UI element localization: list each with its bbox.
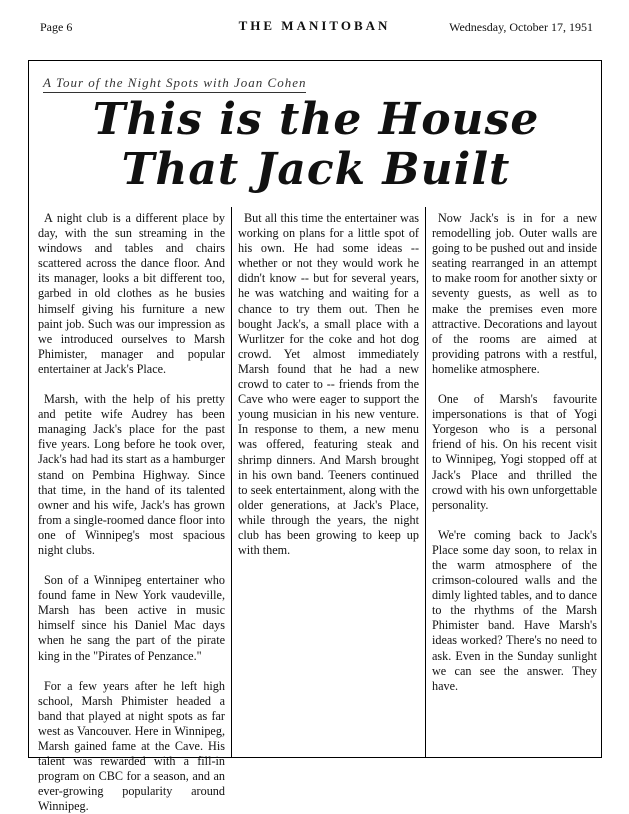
paragraph: Now Jack's is in for a new remodelling job. Outer walls are going to be pushed out and inside seating rearranged in an attempt to make room for another sixty or seventy guests, as well as to make the premises even more attractive. Decorations and layout of the rooms are aimed at providing patrons with a restful, homelike atmosphere.	[432, 211, 597, 376]
newspaper-title: THE MANITOBAN	[238, 18, 391, 33]
column-3	[425, 207, 603, 757]
article-headline	[29, 95, 603, 195]
article-body	[29, 207, 603, 814]
article-frame	[28, 60, 602, 814]
headline-line-2: That Jack Built	[121, 144, 511, 195]
paragraph: Son of a Winnipeg entertainer who found fame in New York vaudeville, Marsh has been active in music himself since his Daniel Mac days when he sang the part of the pirate king in the "Pirates of Penzance."	[38, 573, 225, 663]
column-1	[29, 207, 231, 814]
paragraph: One of Marsh's favourite impersonations is that of Yogi Yorgeson who is a personal friend of his. On his recent visit to Winnipeg, Yogi stopped off at Jack's Place and thrilled the crowd with his own unforgettable personality.	[432, 392, 597, 512]
page-number: Page 6	[40, 20, 73, 34]
headline-line-1: This is the House	[92, 94, 540, 145]
paragraph: We're coming back to Jack's Place some day soon, to relax in the warm atmosphere of the crimson-coloured walls and the dimly lighted tables, and to dance to the rhythms of the Marsh Phimister band. Have Marsh's ideas worked? There's no need to ask. Even in the Sunday sunlight we can see the answer. They have.	[432, 527, 597, 693]
issue-date: Wednesday, October 17, 1951	[449, 20, 593, 34]
paragraph: For a few years after he left high school, Marsh Phimister headed a band that played at night spots as far west as Vancouver. Here in Winnipeg, Marsh gained fame at the Cave. His talent was rewarded with a fill-in program on CBC for a season, and an ever-growing popularity around Winnipeg.	[38, 678, 225, 814]
paragraph: A night club is a different place by day, with the sun streaming in the windows and tables and chairs scattered across the dance floor. And its manager, looks a bit different too, garbed in old clothes as he busies himself giving his furniture a new paint job. Such was our impression as we introduced ourselves to Marsh Phimister, manager and popular entertainer at Jack's Place.	[38, 211, 225, 376]
paragraph: Marsh, with the help of his pretty and petite wife Audrey has been managing Jack's place for the past five years. Long before he took over, Jack's had had its start as a hamburger stand on Pembina Highway. Since that time, in the hand of its talented owner and his wife, Jack's has grown from a single-roomed dance floor into one of Winnipeg's most spacious night clubs.	[38, 392, 225, 557]
article-kicker: A Tour of the Night Spots with Joan Cohen	[43, 75, 306, 93]
paragraph: But all this time the entertainer was working on plans for a little spot of his own. He had some ideas -- whether or not they would work he didn't know -- but for several years, he was watching and waiting for a chance to try them out. Then he bought Jack's, a small place with a Wurlitzer for the coke and hot dog crowd. Yet almost immediately Marsh found that he had a new crowd to cater to -- friends from the Cave who were eager to support the young musician in his new venture. In response to them, a new menu was offered, featuring steak and shrimp dinners. And Marsh brought in his own band. Teeners continued to seek entertainment, along with the older generations, at Jack's Place, while through the years, the night club has been growing to keep up with them.	[238, 211, 419, 558]
page-header	[0, 0, 629, 40]
column-2	[231, 207, 425, 757]
